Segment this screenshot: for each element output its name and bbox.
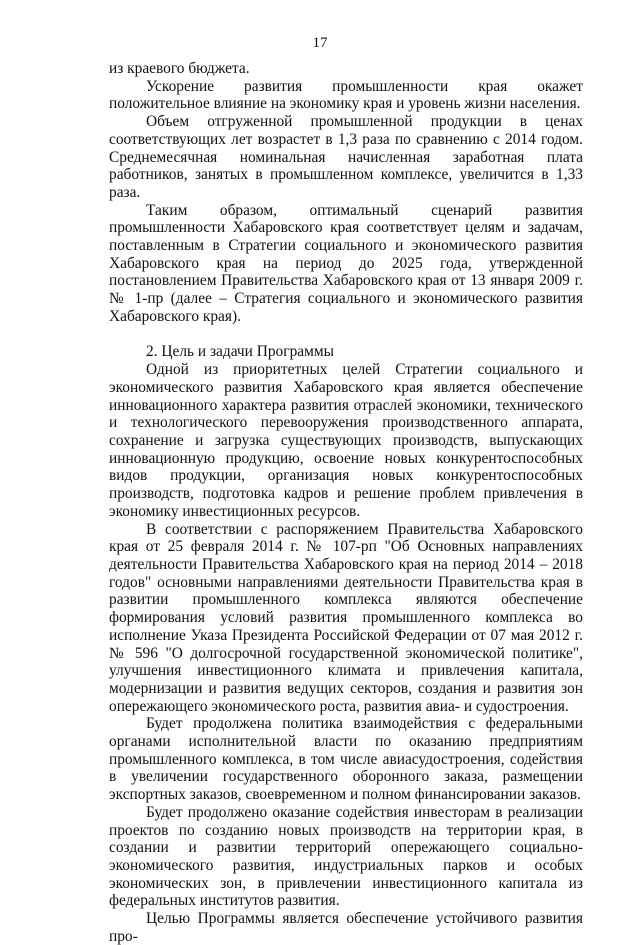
page-number: 17	[312, 35, 328, 51]
paragraph: Целью Программы является обеспечение устойчивого развития про-	[109, 910, 583, 945]
paragraph: Будет продолжено оказание содействия инвесторам в реализации проектов по созданию новых производств на территории края, в создании и развитии территорий опережающего социально-экономического развития, индустриальных парков и особых экономических зон, в привлечении инвестиционного капитала из федеральных институтов развития.	[109, 803, 583, 910]
paragraph: Таким образом, оптимальный сценарий развития промышленности Хабаровского края соответствует целям и задачам, поставленным в Стратегии социального и экономического развития Хабаровского края на период до 2025 года, утвержденной постановлением Правительства Хабаровского края от 13 января 2009 г. № 1-пр (далее – Стратегия социального и экономического развития Хабаровского края).	[109, 201, 583, 325]
paragraph: В соответствии с распоряжением Правительства Хабаровского края от 25 февраля 2014 г. № 107-рп "Об Основных направлениях деятельности Правительства Хабаровского края на период 2014 – 2018 годов" основными направлениями деятельности Правительства края в развитии промышленного комплекса являются обеспечение формирования условий развития промышленного комплекса во исполнение Указа Президента Российской Федерации от 07 мая 2012 г. № 596 "О долгосрочной государственной экономической политике", улучшения инвестиционного климата и привлечения капитала, модернизации и развития ведущих секторов, создания и развития зон опережающего экономического роста, развития авиа- и судостроения.	[109, 520, 583, 715]
paragraph: из краевого бюджета.	[109, 60, 250, 77]
section-heading: 2. Цель и задачи Программы	[146, 342, 334, 360]
paragraph: Будет продолжена политика взаимодействия с федеральными органами исполнительной власти по оказанию предприятиям промышленного комплекса, в том числе авиасудостроения, содействия в увеличении государственного оборонного заказа, размещении экспортных заказов, своевременном и полном финансировании заказов.	[109, 715, 583, 804]
paragraph: Одной из приоритетных целей Стратегии социального и экономического развития Хабаровского края является обеспечение инновационного характера развития отраслей экономики, технического и технологического перевооружения производственного аппарата, сохранение и загрузка существующих производств, выпускающих инновационную продукцию, освоение новых конкурентоспособных видов продукции, организация новых конкурентоспособных производств, подготовка кадров и решение проблем привлечения в экономику инвестиционных ресурсов.	[109, 361, 583, 520]
paragraph: Объем отгруженной промышленной продукции в ценах соответствующих лет возрастет в 1,3 раза по сравнению с 2014 годом. Среднемесячная номинальная начисленная заработная плата работников, занятых в промышленном комплексе, увеличится в 1,33 раза.	[109, 113, 583, 201]
document-body	[109, 60, 583, 945]
paragraph: Ускорение развития промышленности края окажет положительное влияние на экономику края и уровень жизни населения.	[109, 77, 583, 113]
